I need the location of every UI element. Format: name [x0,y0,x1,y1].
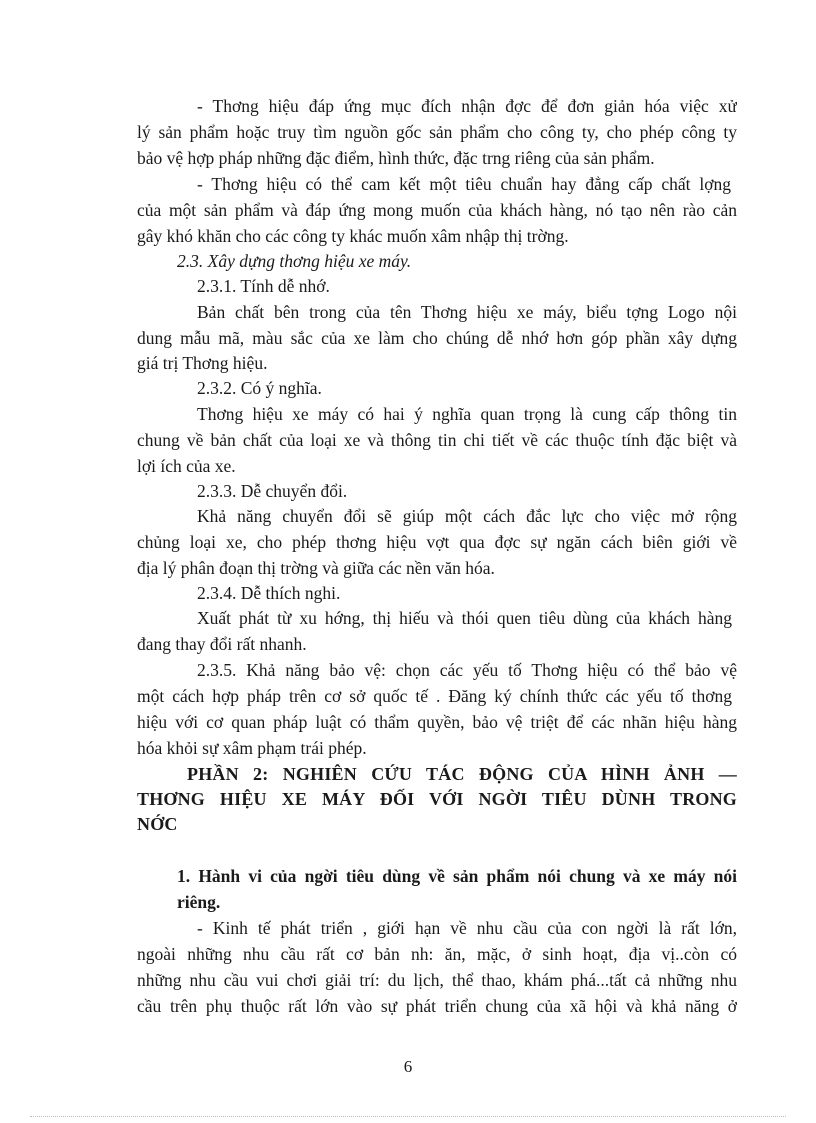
paragraph-line: bảo vệ hợp pháp những đặc điểm, hình thức, đặc trng riêng của sản phẩm. [137,148,655,168]
paragraph-line: dung mẫu mã, màu sắc của xe làm cho chúng dễ nhớ hơn góp phần xây dựng [137,328,737,348]
paragraph-line: - Kinh tế phát triển , giới hạn về nhu cầu của con ngời là rất lớn, [197,918,737,938]
subsection-title: 2.3.4. Dễ thích nghi. [197,583,341,603]
page-number: 6 [403,1057,413,1076]
paragraph-line: - Thơng hiệu đáp ứng mục đích nhận đợc để đơn giản hóa việc xử [197,96,737,116]
paragraph-line: Thơng hiệu xe máy có hai ý nghĩa quan trọng là cung cấp thông tin [197,404,737,424]
section-heading: 2.3. Xây dựng thơng hiệu xe máy. [177,251,412,271]
subsection-title: 2.3.3. Dễ chuyển đổi. [197,481,348,501]
subsection-title: 2.3.2. Có ý nghĩa. [197,378,322,398]
paragraph-line: chung về bản chất của loại xe và thông tin chi tiết về các thuộc tính đặc biệt và [137,430,737,450]
footer-divider [30,1116,786,1117]
part-heading: PHẦN 2: NGHIÊN CỨU TÁC ĐỘNG CỦA HÌNH ẢNH — [187,764,737,784]
paragraph-line: Bản chất bên trong của tên Thơng hiệu xe máy, biểu tợng Logo nội [197,302,737,322]
paragraph-line: - Thơng hiệu có thể cam kết một tiêu chuẩn hay đẳng cấp chất lợng [197,174,731,194]
paragraph-line: 2.3.5. Khả năng bảo vệ: chọn các yếu tố Thơng hiệu có thể bảo vệ [197,660,737,680]
paragraph-line: hóa khỏi sự xâm phạm trái phép. [137,738,367,758]
paragraph-line: chủng loại xe, cho phép thơng hiệu vợt qua đợc sự ngăn cách biên giới về [137,532,737,552]
paragraph-line: cầu trên phụ thuộc rất lớn vào sự phát triển chung của xã hội và khả năng ở [137,996,737,1016]
paragraph-line: Xuất phát từ xu hớng, thị hiếu và thói quen tiêu dùng của khách hàng [197,608,732,628]
paragraph-line: địa lý phân đoạn thị trờng và giữa các nền văn hóa. [137,558,495,578]
part-heading: NỚC [137,814,178,834]
part-heading: THƠNG HIỆU XE MÁY ĐỐI VỚI NGỜI TIÊU DÙNH TRONG [137,789,737,809]
section-title: riêng. [177,892,221,912]
paragraph-line: ngoài những nhu cầu rất cơ bản nh: ăn, mặc, ở sinh hoạt, địa vị..còn có [137,944,737,964]
paragraph-line: lợi ích của xe. [137,456,236,476]
paragraph-line: lý sản phẩm hoặc truy tìm nguồn gốc sản phẩm cho công ty, cho phép công ty [137,122,737,142]
paragraph-line: những nhu cầu vui chơi giải trí: du lịch, thể thao, khám phá...tất cả những nhu [137,970,737,990]
paragraph-line: đang thay đổi rất nhanh. [137,634,307,654]
subsection-title: 2.3.1. Tính dễ nhớ. [197,276,330,296]
paragraph-line: giá trị Thơng hiệu. [137,353,268,373]
paragraph-line: Khả năng chuyển đổi sẽ giúp một cách đắc lực cho việc mở rộng [197,506,737,526]
paragraph-line: gây khó khăn cho các công ty khác muốn xâm nhập thị trờng. [137,226,569,246]
paragraph-line: của một sản phẩm và đáp ứng mong muốn của khách hàng, nó tạo nên rào cản [137,200,737,220]
paragraph-line: hiệu với cơ quan pháp luật có thẩm quyền, bảo vệ triệt để các nhãn hiệu hàng [137,712,737,732]
section-title: 1. Hành vi của ngời tiêu dùng về sản phẩm nói chung và xe máy nói [177,866,737,886]
paragraph-line: một cách hợp pháp trên cơ sở quốc tế . Đăng ký chính thức các yếu tố thơng [137,686,732,706]
